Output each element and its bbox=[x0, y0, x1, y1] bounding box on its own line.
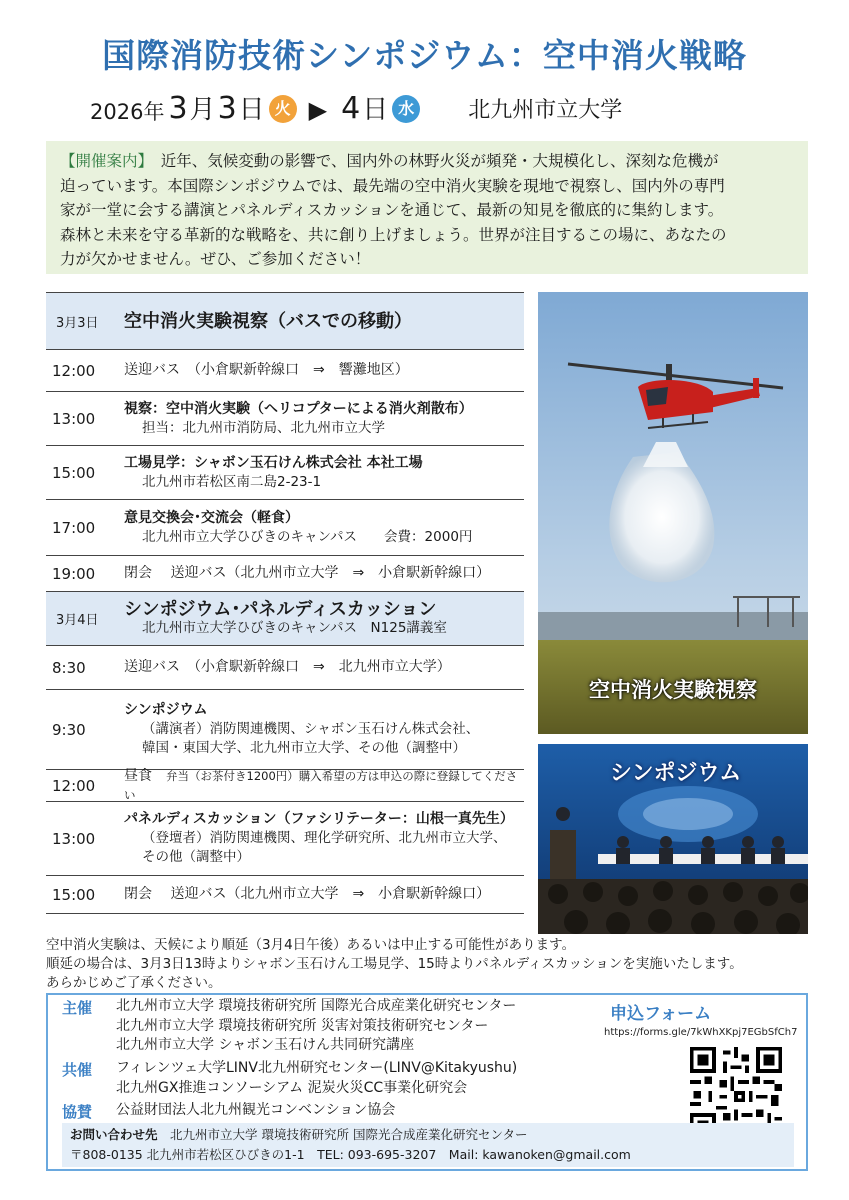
schedule-day-header bbox=[46, 592, 524, 646]
organizer-item: 北九州市立大学 シャボン玉石けん共同研究講座 bbox=[116, 1037, 415, 1053]
schedule-item-detail: （登壇者）消防関連機関、理化学研究所、北九州市立大学、 bbox=[142, 830, 507, 846]
schedule-time: 19:00 bbox=[52, 564, 96, 583]
organizer-label: 主催 bbox=[62, 999, 93, 1017]
schedule-row bbox=[46, 446, 524, 500]
schedule-day-title: シンポジウム･パネルディスカッション bbox=[124, 598, 437, 620]
intro-line: 森林と未来を守る革新的な戦略を、共に創り上げましょう。世界が注目するこの場に、あなたの bbox=[60, 225, 727, 244]
schedule-row bbox=[46, 646, 524, 690]
notes bbox=[46, 936, 806, 993]
schedule-item: 閉会 送迎バス（北九州市立大学 ⇒ 小倉駅新幹線口） bbox=[124, 886, 491, 902]
schedule-item-detail: 弁当（お茶付き1200円）購入希望の方は申込の際に登録してください bbox=[124, 768, 518, 802]
form-label: 申込フォーム bbox=[610, 1004, 712, 1024]
schedule-time: 12:00 bbox=[52, 776, 96, 795]
schedule-item: 送迎バス （小倉駅新幹線口 ⇒ 響灘地区） bbox=[124, 362, 409, 378]
weekday-badge-wed: 水 bbox=[392, 95, 420, 123]
page-title: 国際消防技術シンポジウム：空中消火戦略 bbox=[102, 36, 747, 75]
form-url-link[interactable]: https://forms.gle/7kWhXKpj7EGbSfCh7 bbox=[604, 1027, 798, 1038]
schedule-row bbox=[46, 556, 524, 592]
helicopter-photo bbox=[538, 292, 808, 734]
weekday-badge-tue: 火 bbox=[269, 95, 297, 123]
schedule-item: 意見交換会･交流会（軽食） bbox=[124, 509, 299, 526]
date-day2: 4 bbox=[341, 91, 361, 126]
arrow-right-icon: ▶ bbox=[308, 96, 328, 124]
photo-caption-experiment: 空中消火実験視察 bbox=[589, 678, 757, 702]
schedule-time: 9:30 bbox=[52, 720, 86, 739]
schedule-item-detail: その他（調整中） bbox=[142, 849, 250, 865]
cohost-item: フィレンツェ大学LINV北九州研究センター(LINV@Kitakyushu) bbox=[116, 1060, 518, 1076]
schedule-day-date: 3月3日 bbox=[56, 315, 99, 331]
schedule-row bbox=[46, 392, 524, 446]
schedule-day-title: 空中消火実験視察（バスでの移動） bbox=[124, 310, 412, 332]
symposium-photo bbox=[538, 744, 808, 934]
schedule-row bbox=[46, 876, 524, 914]
date-day1: 3 bbox=[217, 91, 237, 126]
support-label: 協賛 bbox=[62, 1103, 93, 1121]
schedule-row bbox=[46, 802, 524, 876]
intro-heading: 【開催案内】 bbox=[60, 152, 146, 170]
contact-org: 北九州市立大学 環境技術研究所 国際光合成産業化研究センター bbox=[170, 1127, 528, 1142]
support-item: 公益財団法人北九州観光コンベンション協会 bbox=[116, 1102, 396, 1118]
schedule-item-detail: 北九州市立大学ひびきのキャンパス 会費：2000円 bbox=[142, 528, 473, 545]
schedule-item: 工場見学：シャボン玉石けん株式会社 本社工場 bbox=[124, 454, 423, 471]
organizer-list bbox=[116, 997, 516, 1056]
schedule-item-detail: 韓国・東国大学、北九州市立大学、その他（調整中） bbox=[142, 740, 466, 756]
organizer-item: 北九州市立大学 環境技術研究所 国際光合成産業化研究センター bbox=[116, 998, 517, 1014]
schedule-item: シンポジウム bbox=[124, 702, 208, 718]
helicopter-scene-illustration bbox=[538, 292, 808, 734]
schedule-day-date: 3月4日 bbox=[56, 613, 99, 628]
schedule-item-detail: （講演者）消防関連機関、シャボン玉石けん株式会社、 bbox=[142, 721, 480, 737]
note-line: あらかじめご了承ください。 bbox=[46, 975, 222, 991]
schedule-row bbox=[46, 500, 524, 556]
note-line: 空中消火実験は、天候により順延（3月4日午後）あるいは中止する可能性があります。 bbox=[46, 937, 576, 953]
schedule-time: 8:30 bbox=[52, 658, 86, 677]
contact-label: お問い合わせ先 bbox=[70, 1127, 158, 1142]
intro-line: 迫っています。本国際シンポジウムでは、最先端の空中消火実験を現地で視察し、国内外の専門 bbox=[60, 176, 725, 195]
intro-box bbox=[46, 141, 808, 274]
schedule-item: 昼食 bbox=[124, 767, 152, 784]
date-day1-unit: 日 bbox=[238, 95, 265, 125]
event-dateline bbox=[90, 86, 622, 126]
schedule-time: 17:00 bbox=[52, 518, 96, 537]
footer-box bbox=[46, 993, 808, 1171]
contact-box bbox=[62, 1123, 794, 1167]
cohost-list bbox=[116, 1059, 517, 1098]
photo-caption-symposium: シンポジウム bbox=[610, 761, 742, 786]
event-venue: 北九州市立大学 bbox=[468, 98, 623, 123]
schedule-item: 閉会 送迎バス（北九州市立大学 ⇒ 小倉駅新幹線口） bbox=[124, 565, 491, 581]
schedule-time: 13:00 bbox=[52, 829, 96, 848]
schedule-item: 送迎バス （小倉駅新幹線口 ⇒ 北九州市立大学） bbox=[124, 659, 451, 675]
intro-line: 家が一堂に会する講演とパネルディスカッションを通じて、最新の知見を徹底的に集約します。 bbox=[60, 201, 724, 219]
cohost-label: 共催 bbox=[62, 1061, 93, 1079]
schedule-time: 15:00 bbox=[52, 463, 96, 482]
intro-line: 力が欠かせません。ぜひ、ご参加ください！ bbox=[60, 250, 371, 268]
schedule-time: 13:00 bbox=[52, 409, 96, 428]
intro-line: 近年、気候変動の影響で、国内外の林野火災が頻発・大規模化し、深刻な危機が bbox=[145, 152, 719, 170]
date-year: 2026年 bbox=[90, 100, 165, 124]
schedule-item-detail: 担当：北九州市消防局、北九州市立大学 bbox=[142, 419, 385, 436]
schedule-row bbox=[46, 690, 524, 770]
schedule-table bbox=[46, 292, 524, 914]
note-line: 順延の場合は、3月3日13時よりシャボン玉石けん工場見学、15時よりパネルディスカッションを実施いたします。 bbox=[46, 956, 743, 972]
schedule-day-venue: 北九州市立大学ひびきのキャンパス N125講義室 bbox=[142, 619, 447, 636]
cohost-item: 北九州GX推進コンソーシアム 泥炭火災CC事業化研究会 bbox=[116, 1079, 468, 1096]
date-day2-unit: 日 bbox=[362, 95, 389, 125]
schedule-item-detail: 北九州市若松区南二島2-23-1 bbox=[142, 473, 322, 490]
date-month: 3 bbox=[168, 91, 188, 126]
schedule-day-header bbox=[46, 292, 524, 350]
organizer-item: 北九州市立大学 環境技術研究所 災害対策技術研究センター bbox=[116, 1017, 489, 1034]
date-month-unit: 月 bbox=[189, 95, 216, 125]
schedule-item: パネルディスカッション（ファシリテーター：山根一真先生） bbox=[124, 811, 514, 827]
schedule-time: 12:00 bbox=[52, 361, 96, 380]
schedule-row bbox=[46, 767, 524, 802]
schedule-item: 視察：空中消火実験（ヘリコプターによる消火剤散布） bbox=[124, 400, 473, 417]
contact-address: 〒808-0135 北九州市若松区ひびきの1-1 TEL: 093-695-3207 Mail: kawanoken@gmail.com bbox=[70, 1147, 631, 1162]
schedule-row bbox=[46, 350, 524, 392]
schedule-time: 15:00 bbox=[52, 885, 96, 904]
